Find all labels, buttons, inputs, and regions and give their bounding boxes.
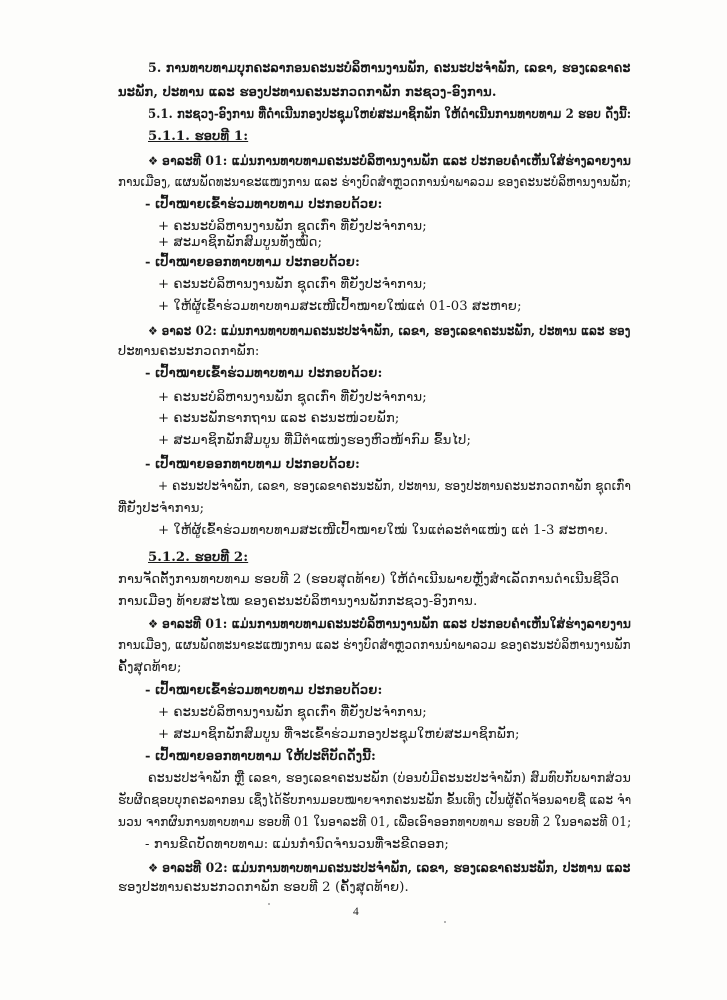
round-1-heading: 5.1.1. ຮອບທີ 1: <box>148 129 249 144</box>
diamond-bullet-icon: ❖ <box>148 861 159 875</box>
round2-session1-line <box>148 615 631 634</box>
candidates-heading: - ເປົ້າໝາຍອອກທາບທາມ ໃຫ້ປະຕິບັດດັ່ງນີ້: <box>145 749 376 764</box>
diamond-bullet-icon: ❖ <box>148 324 158 338</box>
list-item: + ໃຫ້ຜູ້ເຂົ້າຮ່ວມທາບທາມສະເໜີເປົ້າໝາຍໃໝ່ແຕ່ 01-03 ສະຫາຍ; <box>158 299 522 314</box>
round2-session2-line <box>148 859 631 878</box>
participants-heading: - ເປົ້າໝາຍເຂົ້າຮ່ວມທາບທາມ ປະກອບດ້ວຍ: <box>145 683 383 698</box>
round1-session1-text: ອາລະທີ 01: ແມ່ນການທາບທາມຄະນະບໍລິຫານງານພັກ ແລະ ປະກອບຄໍາເຫັນໃສ່ຮ່າງລາຍງານ <box>162 154 632 169</box>
list-item: + ຄະນະບໍລິຫານງານພັກ ຊຸດເກົ່າ ທີ່ຍັງປະຈໍາການ; <box>158 219 427 234</box>
list-item: + ຄະນະບໍລິຫານງານພັກ ຊຸດເກົ່າ ທີ່ຍັງປະຈໍາການ; <box>158 277 427 292</box>
diamond-bullet-icon: ❖ <box>148 617 159 631</box>
list-item: + ຄະນະບໍລິຫານງານພັກ ຊຸດເກົ່າ ທີ່ຍັງປະຈໍາການ; <box>158 390 427 405</box>
list-item: + ຄະນະປະຈໍາພັກ, ເລຂາ, ຮອງເລຂາຄະນະພັກ, ປະທານ, ຮອງປະທານຄະນະກວດກາພັກ ຊຸດເກົ່າ <box>158 479 632 494</box>
page-number: 4 <box>353 906 359 918</box>
round2-session2-text: ອາລະທີ 02: ແມ່ນການທາບທາມຄະນະປະຈໍາພັກ, ເລຂາ, ຮອງເລຂາຄະນະພັກ, ປະທານ ແລະ <box>162 861 631 876</box>
paragraph-line: ຮັບຜິດຊອບບຸກຄະລາກອນ ເຊິ່ງໄດ້ຮັບການມອບໝາຍຈາກຄະນະພັກ ຂັ້ນເທິງ ເປັນຜູ້ຄັດຈ້ອນລາຍຊື່ ແລະ ຈໍາ <box>118 793 632 808</box>
list-item: + ຄະນະບໍລິຫານງານພັກ ຊຸດເກົ່າ ທີ່ຍັງປະຈໍາການ; <box>158 705 427 720</box>
list-item: + ຄະນະພັກຮາກຖານ ແລະ ຄະນະໜ່ວຍພັກ; <box>158 411 400 426</box>
paragraph-line: ປະທານຄະນະກວດກາພັກ: <box>118 344 260 359</box>
round1-session2-line <box>148 322 631 341</box>
paragraph-line: ຄະນະປະຈໍາພັກ ຫຼື ເລຂາ, ຮອງເລຂາຄະນະພັກ (ບ່ອນບໍ່ມີຄະນະປະຈໍາພັກ) ສົມທົບກັບພາກສ່ວນ <box>148 771 632 786</box>
paragraph-line: ການຈັດຕັ້ງການທາບທາມ ຮອບທີ 2 (ຮອບສຸດທ້າຍ) ໃຫ້ດໍາເນີນພາຍຫຼັງສໍາເລັດການດໍາເນີນຊີວິດ <box>118 572 620 587</box>
round2-session1-text: ອາລະທີ 01: ແມ່ນການທາບທາມຄະນະບໍລິຫານງານພັກ ແລະ ປະກອບຄໍາເຫັນໃສ່ຮ່າງລາຍງານ <box>162 617 632 632</box>
paragraph-line: ນວນ ຈາກຜົນການທາບທາມ ຮອບທີ 01 ໃນອາລະທີ 01, ເພື່ອເອົາອອກທາບທາມ ຮອບທີ 2 ໃນອາລະທີ 01; <box>118 815 632 830</box>
scan-speck <box>268 903 270 905</box>
list-item: + ສະມາຊິກພັກສົມບູນ ທີ່ຈະເຂົ້າຮ່ວມກອງປະຊຸມໃຫຍ່ສະມາຊິກພັກ; <box>158 727 520 742</box>
list-item: + ໃຫ້ຜູ້ເຂົ້າຮ່ວມທາບທາມສະເໜີເປົ້າໝາຍໃໝ່ ໃນແຕ່ລະຕໍາແໜ່ງ ແຕ່ 1-3 ສະຫາຍ. <box>158 523 609 538</box>
candidates-heading: - ເປົ້າໝາຍອອກທາບທາມ ປະກອບດ້ວຍ: <box>145 255 361 270</box>
paragraph-line: ການເມືອງ, ແຜນພັດທະນາຂະແໜງການ ແລະ ຮ່າງບົດສໍາຫຼວດການນໍາພາລວມ ຂອງຄະນະບໍລິຫານງານພັກ; <box>118 175 632 190</box>
round-2-heading: 5.1.2. ຮອບທີ 2: <box>148 550 249 565</box>
participants-heading: - ເປົ້າໝາຍເຂົ້າຮ່ວມທາບທາມ ປະກອບດ້ວຍ: <box>145 197 383 212</box>
list-item: + ສະມາຊິກພັກສົມບູນ ທີ່ມີຕໍາແໜ່ງຮອງຫົວໜ້າກົມ ຂຶ້ນໄປ; <box>158 433 472 448</box>
paragraph-line: ຄັ້ງສຸດທ້າຍ; <box>118 660 182 675</box>
scan-speck <box>444 921 446 923</box>
candidates-heading: - ເປົ້າໝາຍອອກທາບທາມ ປະກອບດ້ວຍ: <box>145 457 361 472</box>
list-item: + ສະມາຊິກພັກສົມບູນທັງໝົດ; <box>158 235 323 250</box>
section-heading-line-2: ນະພັກ, ປະທານ ແລະ ຮອງປະທານຄະນະກວດກາພັກ ກະຊວງ-ອົງການ. <box>118 85 497 100</box>
round1-session1-line <box>148 152 631 171</box>
round1-session2-text: ອາລະ 02: ແມ່ນການທາບທາມຄະນະປະຈໍາພັກ, ເລຂາ, ຮອງເລຂາຄະນະພັກ, ປະທານ ແລະ ຮອງ <box>161 324 631 339</box>
subsection-5-1-heading: 5.1. ກະຊວງ-ອົງການ ທີ່ດໍາເນີນກອງປະຊຸມໃຫຍ່ສະມາຊິກພັກ ໃຫ້ດໍາເນີນການທາບທາມ 2 ຮອບ ດັ່ງນີ້: <box>148 107 632 122</box>
ballot-marking-line: - ການຂີດບັດທາບທາມ: ແມ່ນກໍານົດຈໍານວນທີ່ຈະຂີດອອກ; <box>145 837 449 852</box>
paragraph-line: ທີ່ຍັງປະຈໍາການ; <box>118 501 205 516</box>
paragraph-line: ການເມືອງ, ແຜນພັດທະນາຂະແໜງການ ແລະ ຮ່າງບົດສໍາຫຼວດການນໍາພາລວມ ຂອງຄະນະບໍລິຫານງານພັກ <box>118 638 631 653</box>
diamond-bullet-icon: ❖ <box>148 154 159 168</box>
section-heading-line-1: 5. ການທາບທາມບຸກຄະລາກອນຄະນະບໍລິຫານງານພັກ, ຄະນະປະຈໍາພັກ, ເລຂາ, ຮອງເລຂາຄະ <box>148 61 631 76</box>
paragraph-line: ຮອງປະທານຄະນະກວດກາພັກ ຮອບທີ 2 (ຄັ້ງສຸດທ້າຍ). <box>118 880 409 895</box>
paragraph-line: ການເມືອງ ທ້າຍສະໄໝ ຂອງຄະນະບໍລິຫານງານພັກກະຊວງ-ອົງການ. <box>118 594 478 609</box>
participants-heading: - ເປົ້າໝາຍເຂົ້າຮ່ວມທາບທາມ ປະກອບດ້ວຍ: <box>145 366 383 381</box>
